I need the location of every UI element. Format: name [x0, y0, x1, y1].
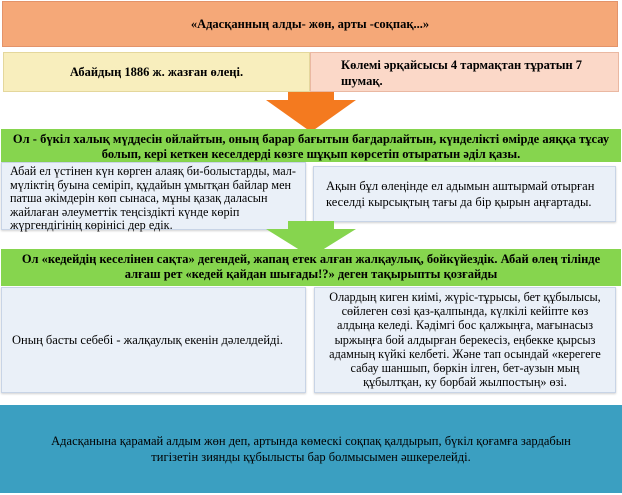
band-2 [1, 249, 621, 286]
down-arrow-orange [266, 92, 356, 132]
conclusion-text: Адасқанына қарамай алдым жөн деп, артында көмескі соқпақ қалдырып, бүкіл қоғамға зардабын тигізетін зиянды құбылысты бар болмысымен әшкерелейді. [51, 434, 571, 464]
info-box-left [3, 52, 310, 92]
band-2-left-text: Оның басты себебі - жалқаулық екенін дәлелдейді. [12, 333, 283, 347]
info-box-right [310, 52, 619, 92]
band-2-text: Ол «кедейдің кеселінен сақта» дегендей, жапаң етек алған жалқаулық, бойкүйездік. Абай өлең тілінде алғаш рет «кедей қайдан шығады!?» деген тақырыпты қозғайды [21, 252, 601, 281]
info-left-text: Абайдың 1886 ж. жазған өлеңі. [69, 65, 244, 79]
band-2-left-card [1, 287, 306, 393]
conclusion-box [0, 405, 622, 493]
title-text: «Адасқанның алды- жөн, арты -соқпақ...» [190, 17, 430, 31]
band-1-right-text: Ақын бұл өлеңінде ел адымын аштырмай отырған кеселді кырсықтың тағы да бір қырын аңғартады. [326, 179, 595, 209]
band-1-left-card [1, 162, 306, 230]
title-box [2, 1, 618, 47]
info-right-text: Көлемі әрқайсысы 4 тармақтан тұратын 7 шумақ. [341, 58, 583, 88]
band-1 [1, 129, 621, 162]
band-2-right-card [314, 287, 616, 393]
band-1-text: Ол - бүкіл халық мүддесін ойлайтын, оның барар бағытын бағдарлайтын, күнделікті өмірде аяққа тұсау болып, кері кеткен кеселдерді көзге шұқып көрсетіп отыратын әділ қазы. [12, 132, 610, 161]
band-1-left-text: Абай ел үстінен күн көрген алаяқ би-болыстарды, мал-мүліктің буына семіріп, құдайын ұмытқан байлар мен патша әкімдерін көп сынаса, мұны қазақ даласын жайлаған әлеуметтік теңсіздікті күнде көріп жүргендігінің көрінісі дер едік. [10, 164, 296, 232]
band-2-right-text: Олардың киген киімі, жүріс-тұрысы, бет құбылысы, сөйлеген сөзі қаз-қалпында, күлкілі кейіпте көз алдыңа келеді. Кәдімгі бос қалжыңға, мағынасыз ыржыңға бой алдырған берекесіз, еңбекке қырсыз адамның күйкі келбеті. Және тап осындай «керегеге сабау шаншып, бөркін ілген, бет-аузын мың құбылтқан, ку борбай жылпостың» өзі. [329, 290, 601, 390]
band-1-right-card [313, 166, 616, 222]
